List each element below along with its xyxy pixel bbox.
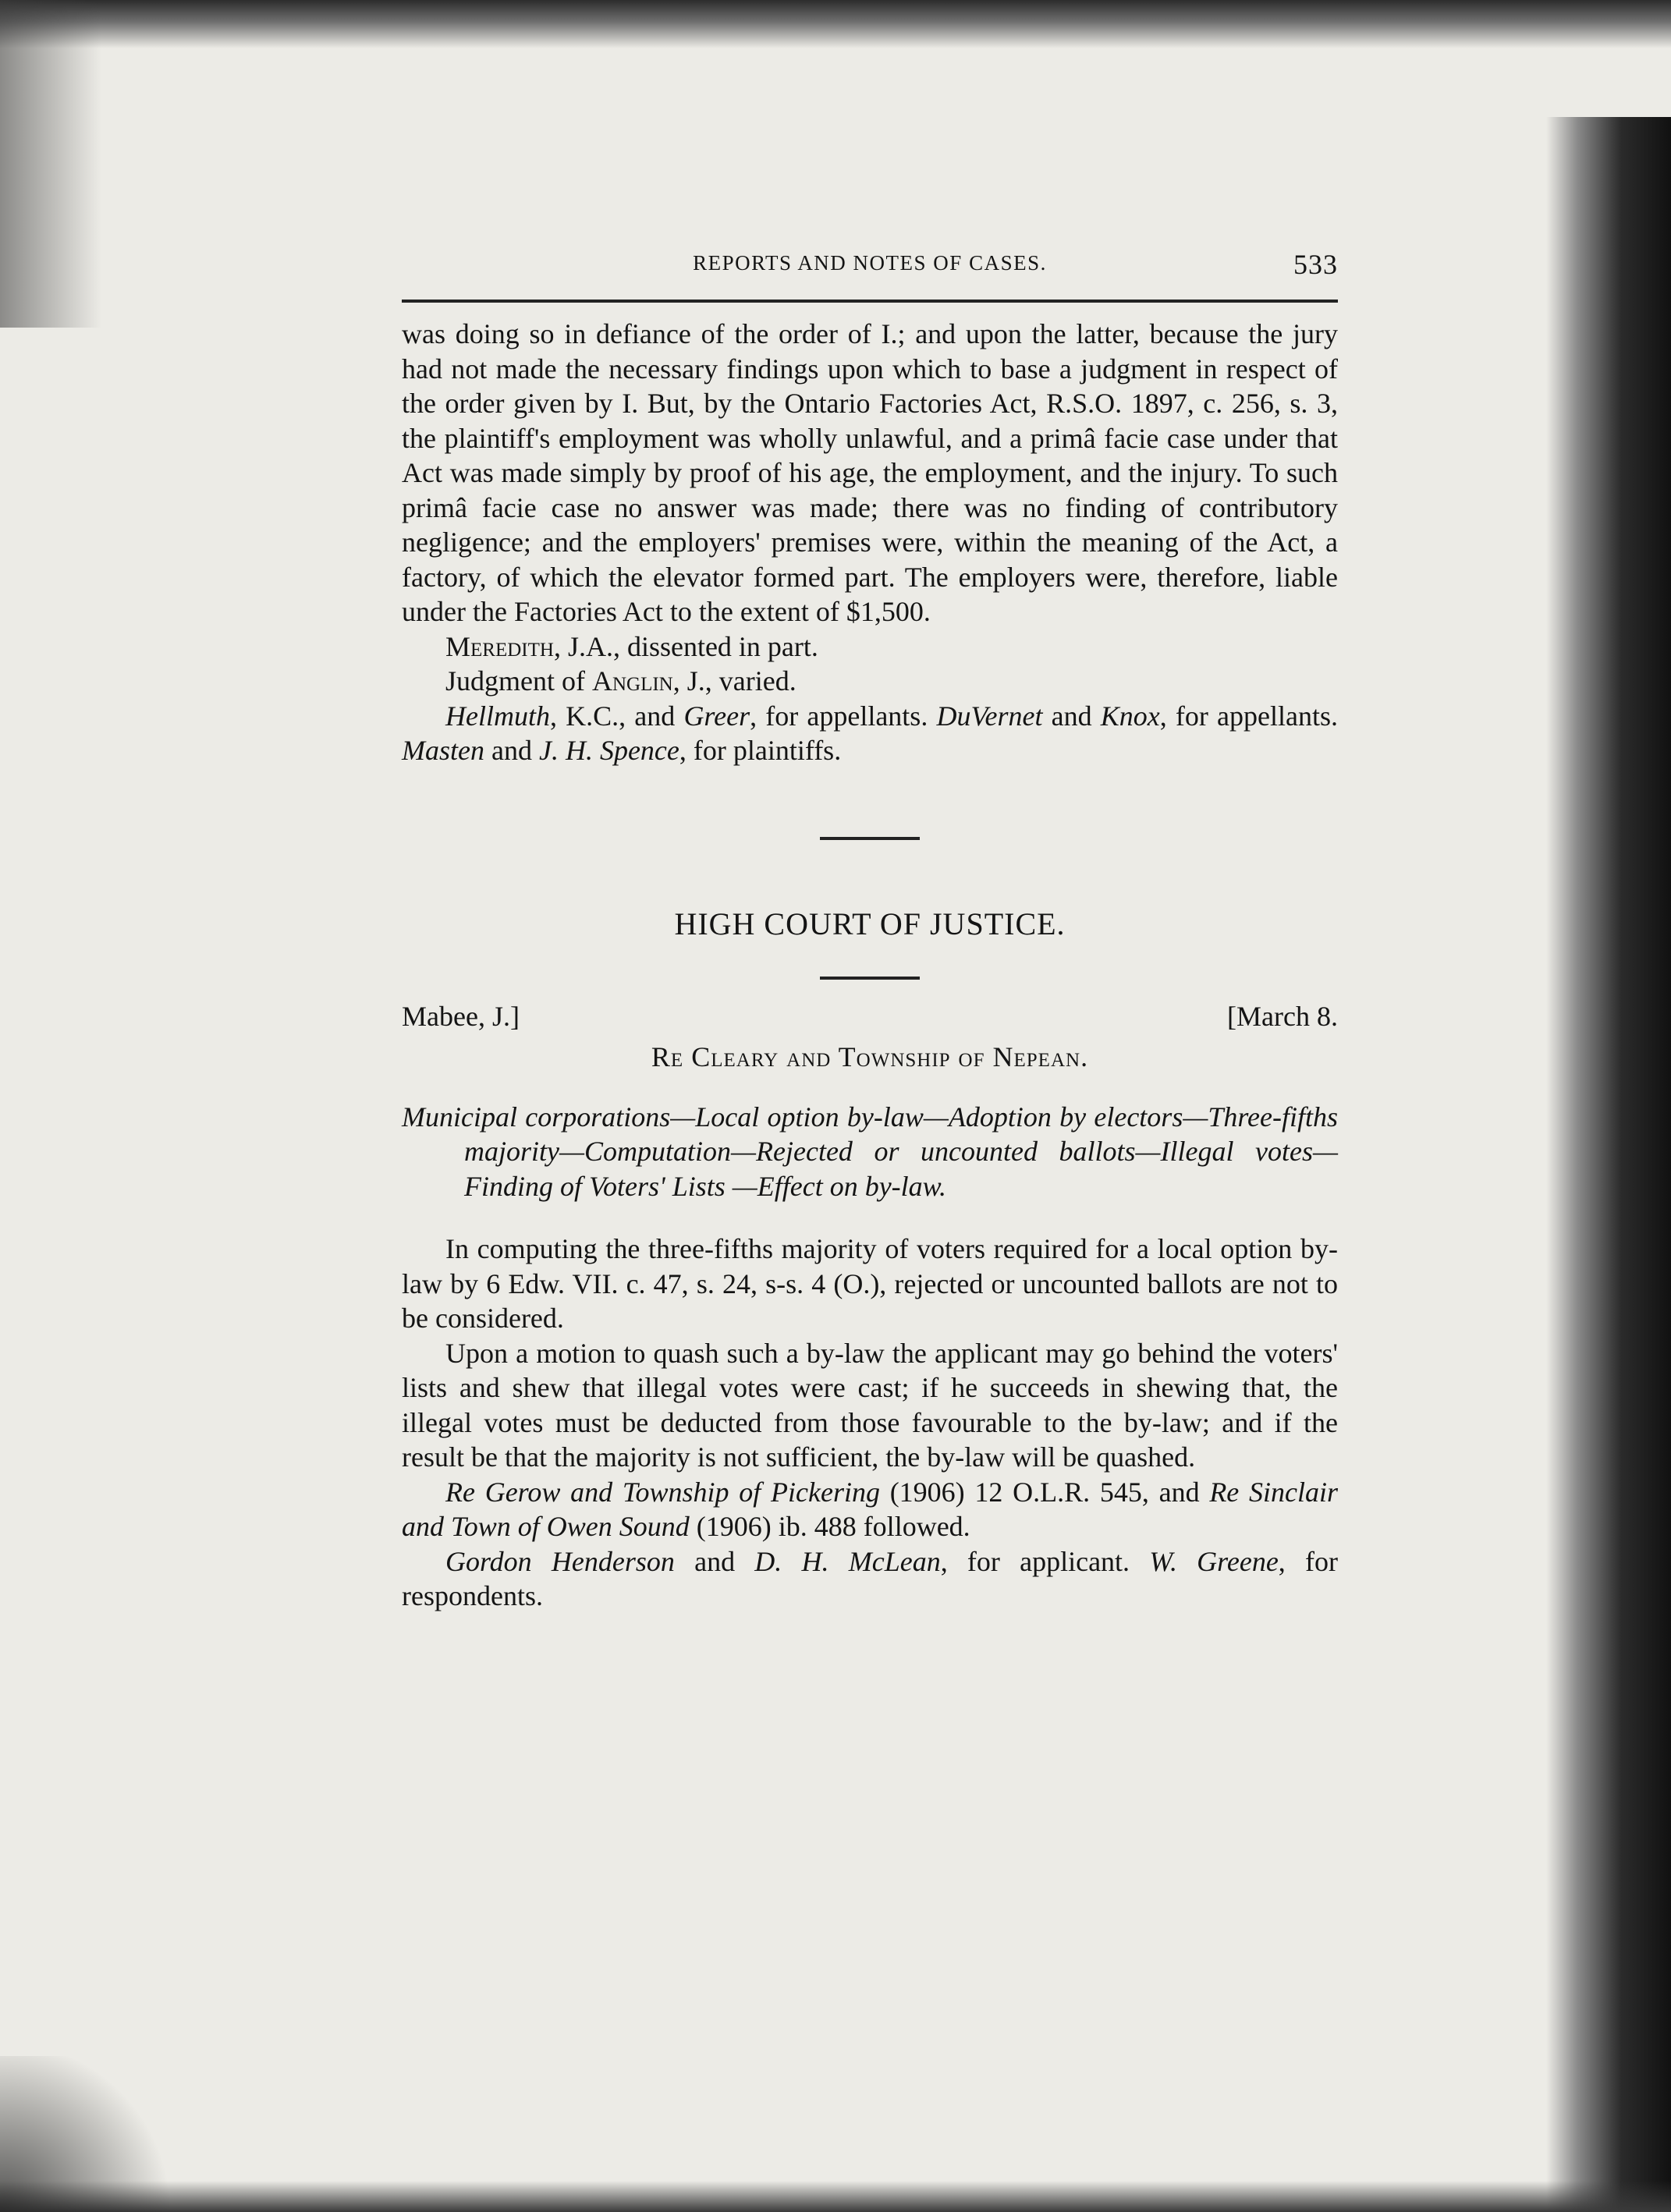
counsel-name: Knox: [1100, 700, 1160, 732]
case-citation: Re Sinclair and Town of Owen Sound: [402, 1476, 1339, 1542]
counsel-name: D. H. McLean: [754, 1545, 941, 1577]
header-rule: [402, 300, 1338, 303]
case-judge: Mabee, J.]: [402, 1000, 520, 1032]
counsel-paragraph-second: [402, 1544, 1338, 1614]
scan-shadow-corner: [0, 2056, 187, 2212]
case-date: [March 8.: [1227, 1000, 1338, 1032]
judgment-note: [402, 664, 1338, 699]
counsel-text: and: [1042, 700, 1101, 732]
counsel-text: and: [674, 1545, 755, 1577]
counsel-text: , K.C., and: [549, 700, 684, 732]
running-head: [402, 248, 1338, 295]
citation-text: (1906) 12 O.L.R. 545, and: [879, 1476, 1210, 1508]
held-paragraph-2: Upon a motion to quash such a by-law the applicant may go behind the voters' lists and shew that illegal votes were cast; if he succeeds in shewing that, the illegal votes must be deducted from those favourable to the by-law; and if the result be that the majority is not sufficient, the by-law will be quashed.: [402, 1337, 1338, 1473]
scan-shadow-bottom: [0, 2181, 1671, 2212]
judgment-text: , J., varied.: [672, 665, 796, 697]
dissent-text: , J.A., dissented in part.: [553, 630, 818, 662]
counsel-name: Masten: [402, 735, 484, 766]
spacer: [402, 768, 1338, 837]
counsel-name: DuVernet: [936, 700, 1043, 732]
dissent-note: [402, 629, 1338, 665]
counsel-text: , for respondents.: [402, 1545, 1338, 1611]
counsel-paragraph-first: [402, 699, 1338, 768]
judge-name-meredith: Meredith: [445, 630, 554, 662]
counsel-name: Gordon Henderson: [445, 1545, 675, 1577]
counsel-text: and: [484, 735, 539, 766]
book-page: [402, 248, 1338, 1614]
page-number: 533: [1293, 249, 1338, 280]
counsel-text: , for appellants.: [1159, 700, 1338, 732]
scan-shadow-top: [0, 0, 1671, 48]
counsel-text: , for applicant.: [940, 1545, 1150, 1577]
judgment-prefix: Judgment of: [445, 665, 592, 697]
running-title: REPORTS AND NOTES OF CASES.: [693, 251, 1047, 275]
citation-text: (1906) ib. 488 followed.: [689, 1511, 970, 1542]
case-citation: Re Gerow and Township of Pickering: [445, 1476, 880, 1508]
case-judge-line: [402, 1000, 1338, 1039]
section-title: HIGH COURT OF JUSTICE.: [674, 906, 1066, 941]
section-divider-rule: [820, 837, 920, 840]
citations-paragraph: [402, 1475, 1338, 1544]
counsel-name: Greer: [683, 700, 750, 732]
counsel-name: Hellmuth: [445, 700, 550, 732]
counsel-name: W. Greene: [1149, 1545, 1279, 1577]
section-title-rule: [820, 977, 920, 980]
counsel-text: , for appellants.: [750, 700, 937, 732]
case-title: Re Cleary and Township of Nepean.: [651, 1040, 1089, 1072]
counsel-name: J. H. Spence: [538, 735, 679, 766]
held-paragraph-1: In computing the three-fifths majority of voters required for a local option by-law by 6 Edw. VII. c. 47, s. 24, s-s. 4 (O.), rejected or uncounted ballots are not to be considered.: [402, 1233, 1338, 1334]
headnote: Municipal corporations—Local option by-law—Adoption by electors—Three-fifths majority—Computation—Rejected or uncounted ballots—Illegal votes—Finding of Voters' Lists —Effect on by-law.: [402, 1101, 1338, 1202]
continuation-paragraph: was doing so in defiance of the order of I.; and upon the latter, because the jury had not made the necessary findings upon which to base a judgment in respect of the order given by I. But, by the Ontario Factories Act, R.S.O. 1897, c. 256, s. 3, the plaintiff's employment was wholly unlawful, and a primâ facie case under that Act was made simply by proof of his age, the employment, and the injury. To such primâ facie case no answer was made; there was no finding of contributory negligence; and the employers' premises were, within the meaning of the Act, a factory, of which the elevator formed part. The employers were, therefore, liable under the Factories Act to the extent of $1,500.: [402, 318, 1338, 627]
scan-shadow-left: [0, 0, 101, 328]
counsel-text: , for plaintiffs.: [679, 735, 842, 766]
judge-name-anglin: Anglin: [591, 665, 673, 697]
scan-shadow-right: [1546, 117, 1671, 2212]
